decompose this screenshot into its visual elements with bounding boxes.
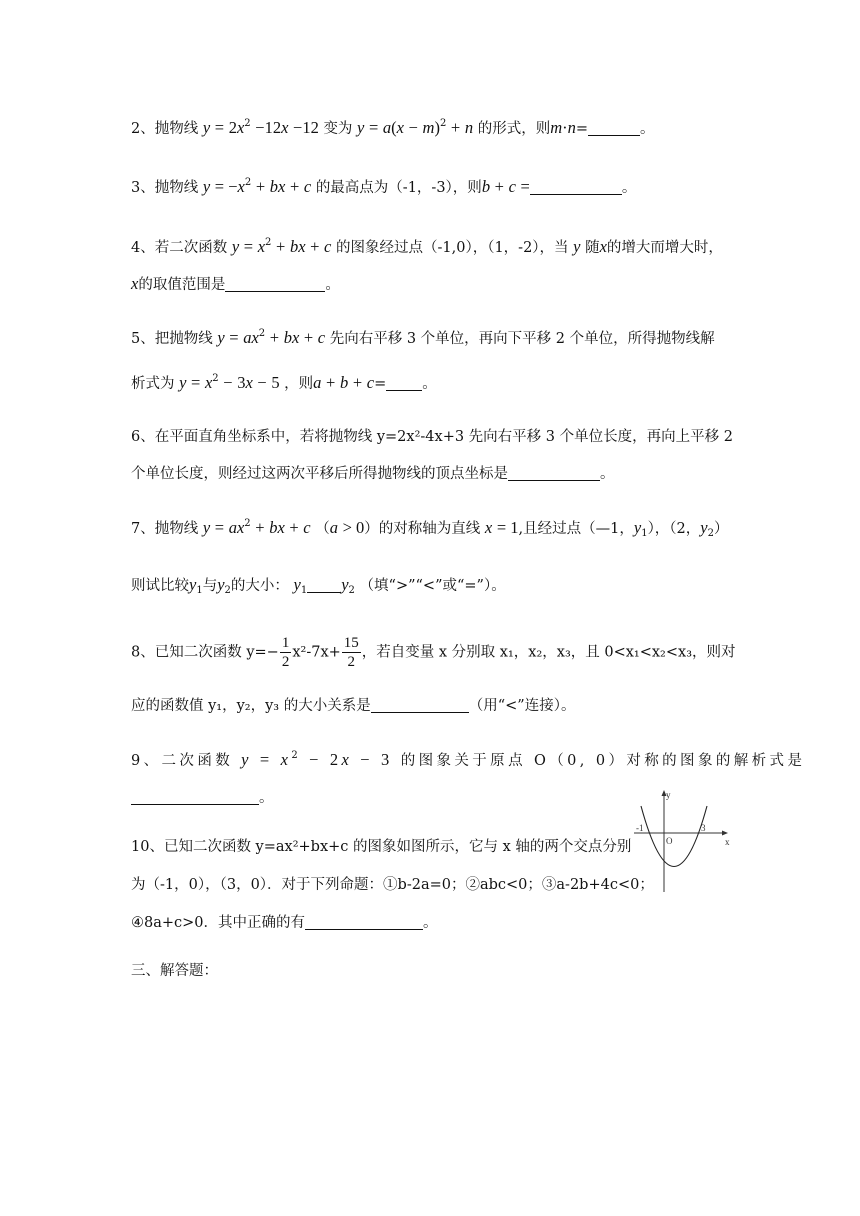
answer-blank[interactable] [307, 576, 341, 593]
question-7-line-2: 则试比较$y_1$与$y_2$的大小： $y_1$ $y_2$ （填“>”“<”或“=”）。 [131, 575, 506, 596]
question-6-line-1: 6、在平面直角坐标系中，若将抛物线 y=2x²-4x+3 先向右平移 3 个单位长度，再向上平移 2 [131, 429, 733, 445]
question-9-line-1: 9、二次函数 $y = x^2 - 2x - 3$ 的图象关于原点 O（0, 0）对称的图象的解析式是 [131, 750, 806, 769]
answer-blank[interactable] [508, 464, 600, 481]
question-9-line-2: 。 [131, 788, 274, 808]
x-axis-arrow-icon [722, 831, 728, 836]
parabola-curve [641, 806, 707, 867]
parabola-graph [632, 788, 732, 894]
math-expr: y [202, 118, 211, 137]
answer-blank[interactable] [530, 178, 622, 195]
right-root-label: 3 [701, 823, 706, 833]
answer-blank[interactable] [305, 913, 423, 930]
question-10-line-2: 为（-1，0），（3，0）．对于下列命题：①b-2a=0；②abc<0；③a-2b+4c<0； [131, 877, 654, 893]
question-4-line-2: x的取值范围是 。 [131, 274, 340, 293]
question-2: 2、抛物线 $y = 2x^2 -12x -12$ 变为 $y = a(x - m)^2 + n$ 的形式，则m·n= 。 [131, 118, 655, 137]
answer-blank[interactable] [371, 696, 469, 713]
fraction: $\frac{15}{2}$ [343, 635, 359, 670]
origin-label: O [666, 836, 673, 846]
answer-blank[interactable] [588, 119, 640, 136]
question-5-line-2: 析式为 $y = x^2 - 3x - 5$ ，则a + b + c= 。 [131, 373, 437, 392]
question-3: 3、抛物线 $y = -x^2$ + bx + c 的最高点为（-1，-3），则b + c = 。 [131, 177, 637, 196]
question-10-line-1: 10、已知二次函数 y=ax²+bx+c 的图象如图所示，它与 x 轴的两个交点分别 [131, 839, 632, 855]
question-4-line-1: 4、若二次函数 $y = x^2$ + bx + c 的图象经过点（-1,0），（1，-2），当 y 随x的增大而增大时， [131, 237, 723, 256]
question-8-line-2: 应的函数值 y₁，y₂，y₃ 的大小关系是 （用“<”连接）。 [131, 698, 576, 714]
y-axis-label: y [666, 790, 671, 800]
section-heading: 三、解答题： [131, 963, 218, 979]
question-5-line-1: 5、把抛物线 $y = ax^2$ + bx + c 先向右平移 3 个单位，再向下平移 2 个单位，所得抛物线解 [131, 328, 715, 347]
fraction: $\frac{1}{2}$ [281, 635, 290, 670]
question-7-line-1: 7、抛物线 $y = ax^2$ + bx + c （a > 0）的对称轴为直线 x = 1,且经过点（—1，$y_1$），（2，$y_2$） [131, 518, 729, 539]
question-8-line-1: 8、已知二次函数 y=− $\frac{1}{2}$ x²-7x+ $\frac{15}{2}$ ，若自变量 x 分别取 x₁，x₂，x₃，且 0<x₁<x₂<x₃，则对 [131, 635, 736, 670]
answer-blank[interactable] [225, 275, 325, 292]
answer-blank[interactable] [386, 374, 422, 391]
question-6-line-2: 个单位长度，则经过这两次平移后所得抛物线的顶点坐标是 。 [131, 466, 615, 482]
x-axis-label: x [725, 837, 730, 847]
left-root-label: -1 [636, 823, 644, 833]
question-10-line-3: ④8a+c>0．其中正确的有 。 [131, 915, 438, 931]
answer-blank[interactable] [131, 788, 259, 805]
